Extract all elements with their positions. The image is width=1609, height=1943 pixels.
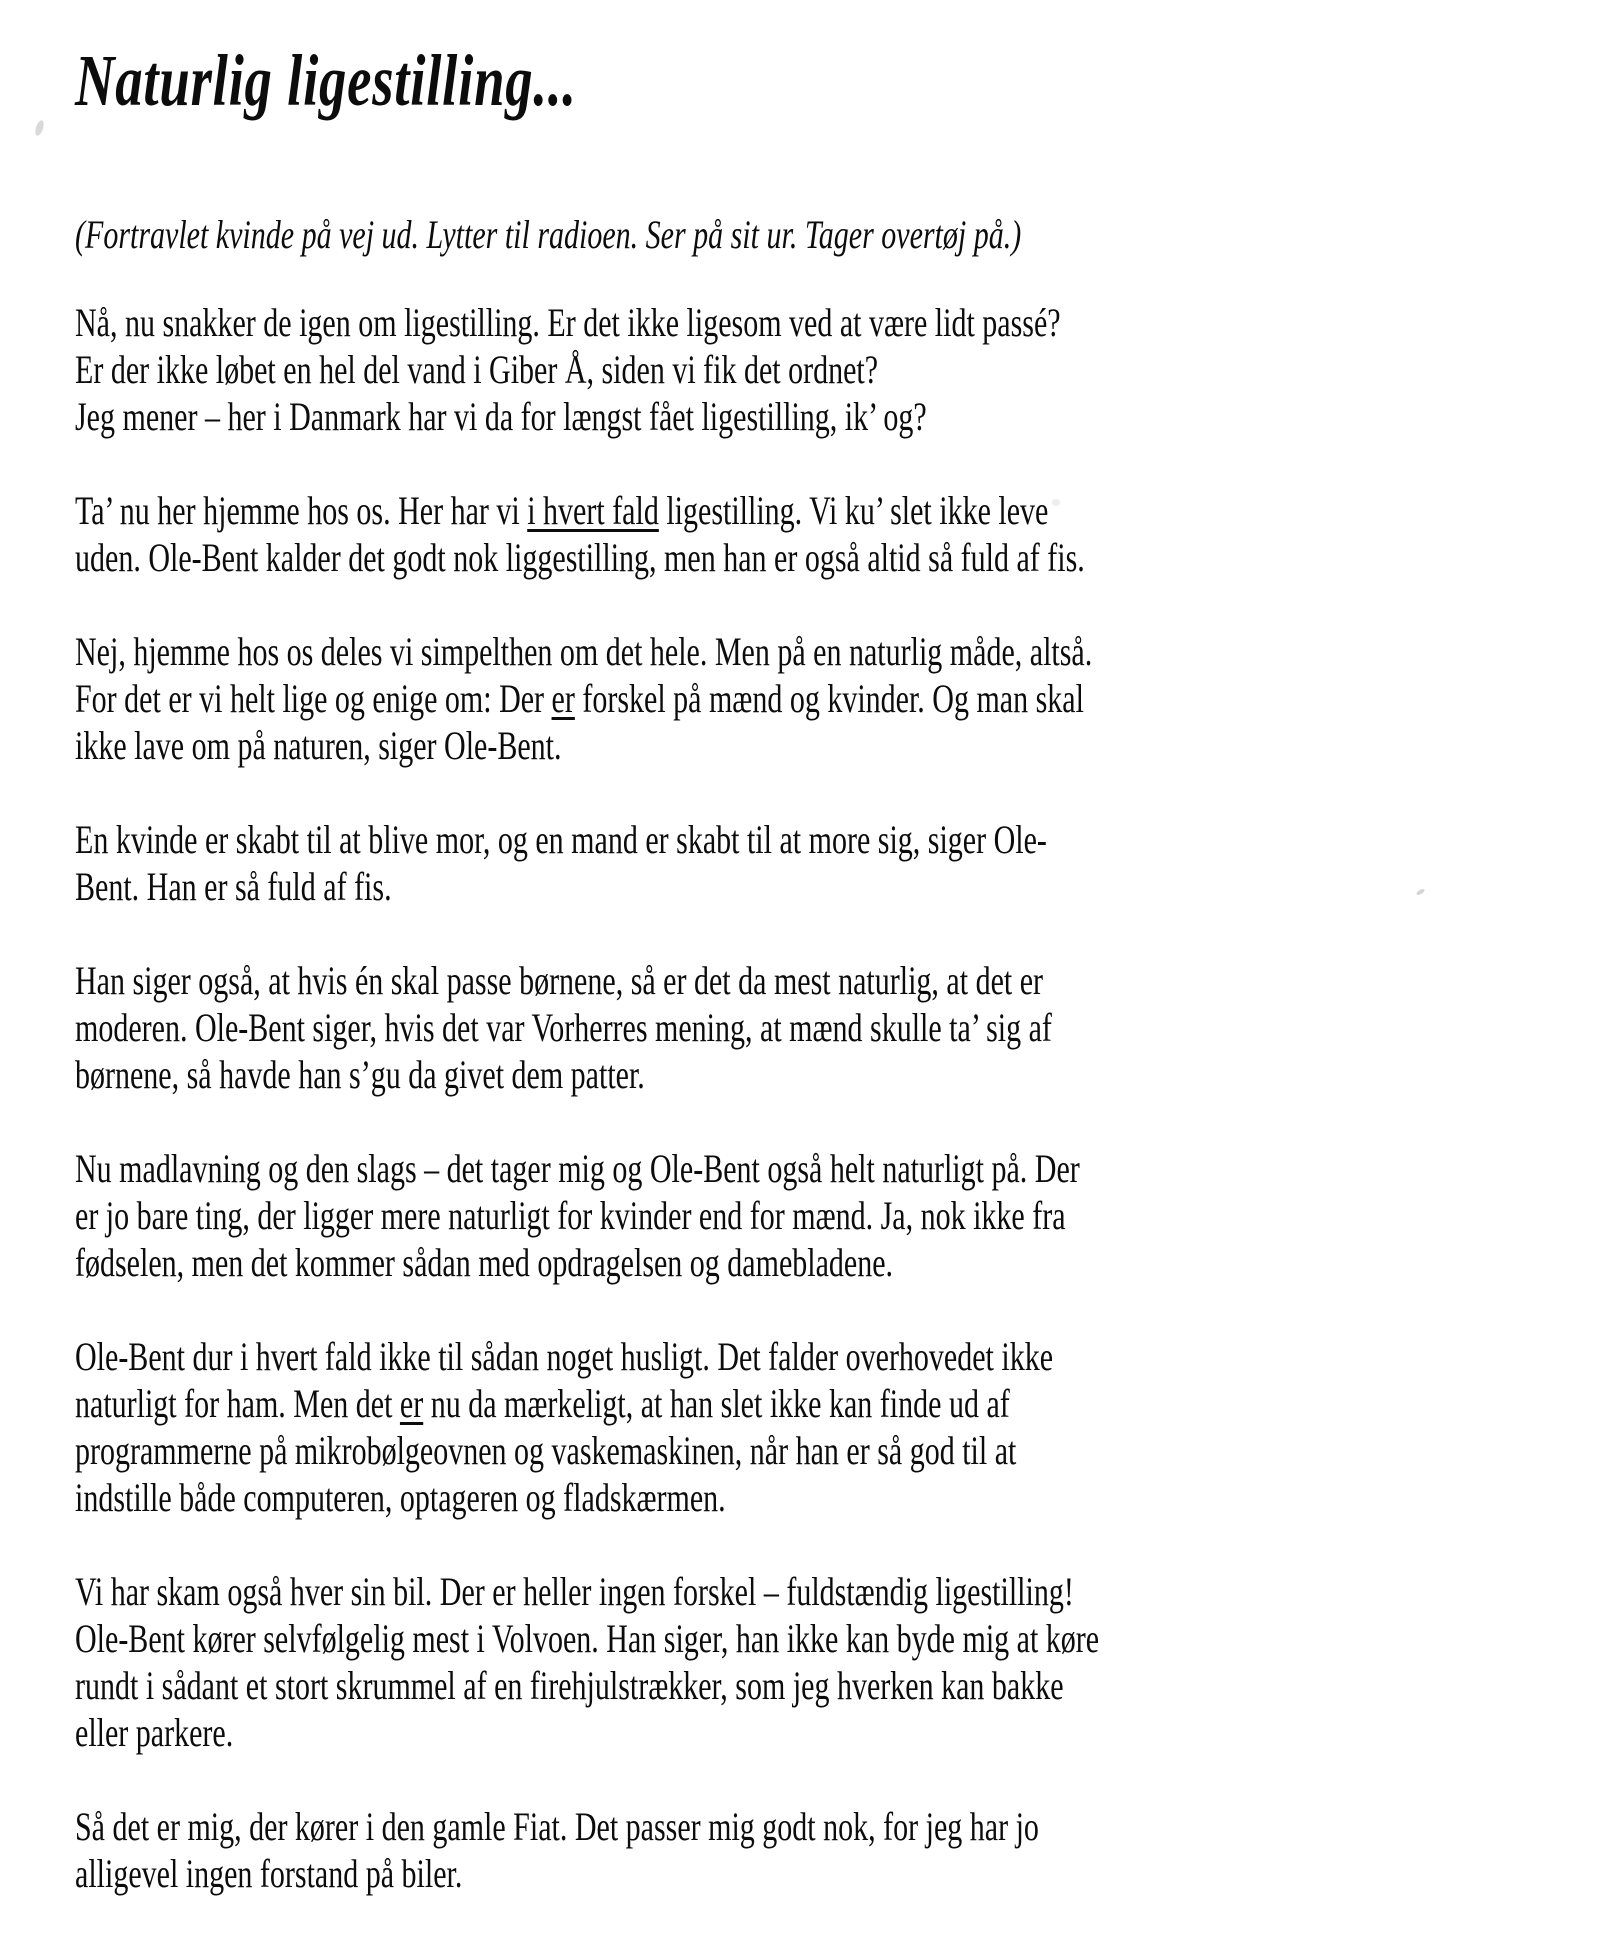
text-segment: eller parkere. bbox=[75, 1710, 234, 1755]
text-segment: børnene, så havde han s’gu da givet dem patter. bbox=[75, 1052, 645, 1097]
text-segment: Så det er mig, der kører i den gamle Fiat. Det passer mig godt nok, for jeg har jo bbox=[75, 1804, 1039, 1849]
paragraph bbox=[75, 957, 1609, 1098]
document-body bbox=[75, 299, 1609, 1897]
text-segment: En kvinde er skabt til at blive mor, og en mand er skabt til at more sig, siger Ole- bbox=[75, 817, 1047, 862]
scanned-page bbox=[0, 36, 1609, 1943]
text-segment: rundt i sådant et stort skrummel af en firehjulstrækker, som jeg hverken kan bakke bbox=[75, 1663, 1064, 1708]
underlined-text: er bbox=[399, 1381, 424, 1426]
text-segment: Nu madlavning og den slags – det tager mig og Ole-Bent også helt naturligt på. Der bbox=[75, 1146, 1080, 1191]
text-segment: For det er vi helt lige og enige om: Der bbox=[75, 676, 552, 721]
underlined-text: i hvert fald bbox=[527, 488, 659, 533]
text-segment: indstille både computeren, optageren og fladskærmen. bbox=[75, 1475, 726, 1520]
text-segment: er jo bare ting, der ligger mere naturligt for kvinder end for mænd. Ja, nok ikke fra bbox=[75, 1193, 1066, 1238]
paragraph bbox=[75, 1568, 1609, 1756]
paragraph bbox=[75, 1803, 1609, 1897]
page-title: Naturlig ligestilling... bbox=[75, 40, 577, 121]
paragraph bbox=[75, 1333, 1609, 1521]
text-segment: Bent. Han er så fuld af fis. bbox=[75, 864, 392, 909]
text-segment: ligestilling. Vi ku’ slet ikke leve bbox=[658, 488, 1049, 533]
paragraph bbox=[75, 299, 1609, 440]
text-segment: naturligt for ham. Men det bbox=[75, 1381, 400, 1426]
text-segment: Nå, nu snakker de igen om ligestilling. Er det ikke ligesom ved at være lidt passé? bbox=[75, 300, 1061, 345]
stage-direction: (Fortravlet kvinde på vej ud. Lytter til radioen. Ser på sit ur. Tager overtøj på.) bbox=[75, 212, 1022, 257]
paragraph bbox=[75, 487, 1609, 581]
text-segment: ikke lave om på naturen, siger Ole-Bent. bbox=[75, 723, 562, 768]
text-segment: uden. Ole-Bent kalder det godt nok liggestilling, men han er også altid så fuld af fis. bbox=[75, 535, 1085, 580]
paragraph bbox=[75, 628, 1609, 769]
paragraph bbox=[75, 1145, 1609, 1286]
text-segment: moderen. Ole-Bent siger, hvis det var Vorherres mening, at mænd skulle ta’ sig af bbox=[75, 1005, 1052, 1050]
text-segment: Ole-Bent kører selvfølgelig mest i Volvoen. Han siger, han ikke kan byde mig at køre bbox=[75, 1616, 1100, 1661]
text-segment: fødselen, men det kommer sådan med opdragelsen og damebladene. bbox=[75, 1240, 894, 1285]
paragraph bbox=[75, 816, 1609, 910]
text-segment: alligevel ingen forstand på biler. bbox=[75, 1851, 463, 1896]
page-content bbox=[0, 36, 1609, 1897]
text-segment: Ole-Bent dur i hvert fald ikke til sådan noget husligt. Det falder overhovedet ikke bbox=[75, 1334, 1054, 1379]
text-segment: Nej, hjemme hos os deles vi simpelthen om det hele. Men på en naturlig måde, altså. bbox=[75, 629, 1093, 674]
text-segment: Er der ikke løbet en hel del vand i Giber Å, siden vi fik det ordnet? bbox=[75, 347, 879, 392]
scan-speck bbox=[1052, 499, 1060, 506]
text-segment: Vi har skam også hver sin bil. Der er heller ingen forskel – fuldstændig ligestilling! bbox=[75, 1569, 1074, 1614]
text-segment: Ta’ nu her hjemme hos os. Her har vi bbox=[75, 488, 528, 533]
text-segment: Han siger også, at hvis én skal passe børnene, så er det da mest naturlig, at det er bbox=[75, 958, 1044, 1003]
text-segment: nu da mærkeligt, at han slet ikke kan finde ud af bbox=[423, 1381, 1010, 1426]
text-segment: forskel på mænd og kvinder. Og man skal bbox=[574, 676, 1084, 721]
underlined-text: er bbox=[551, 676, 575, 721]
text-segment: programmerne på mikrobølgeovnen og vaskemaskinen, når han er så god til at bbox=[75, 1428, 1017, 1473]
text-segment: Jeg mener – her i Danmark har vi da for længst fået ligestilling, ik’ og? bbox=[75, 394, 927, 439]
